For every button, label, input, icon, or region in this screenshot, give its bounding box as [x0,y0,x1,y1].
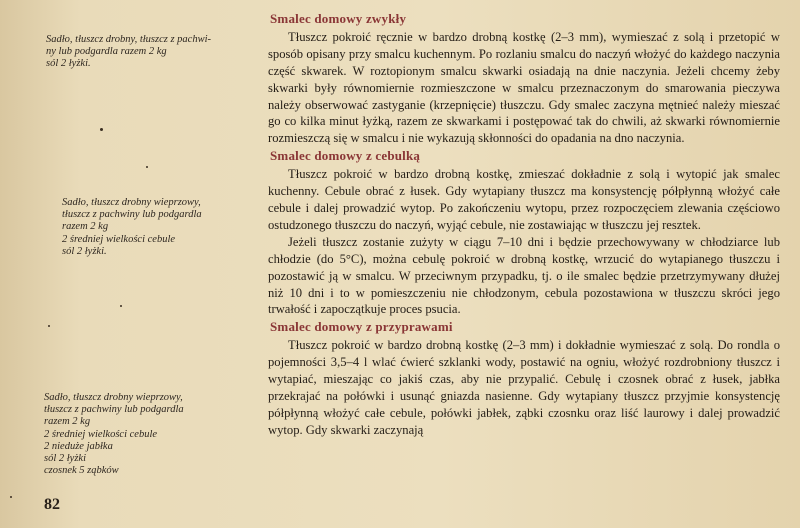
page-number: 82 [44,496,60,513]
ingredient-line: razem 2 kg [62,221,109,233]
ingredients-list-2 [62,197,284,258]
ingredient-line: sól 2 łyżki. [46,58,91,70]
paper-speck [146,166,148,168]
ingredient-line: razem 2 kg [44,416,91,428]
ingredient-line: Sadło, tłuszcz drobny, tłuszcz z pachwi- [46,34,211,45]
recipe-text-column [268,10,780,439]
recipe-title: Smalec domowy z przyprawami [270,319,453,335]
ingredient-line: 2 średniej wielkości cebule [62,233,176,245]
ingredient-line: 2 nieduże jabłka [44,440,113,452]
recipe-paragraph: Tłuszcz pokroić w bardzo drobną kostkę (2–3 mm) i dokładnie wymieszać z solą. Do rondla o pojemności 3,5–4 l wlać ćwierć szklanki wody, postawić na ogniu, włożyć rozdrobniony tłuszcz i wytapiać, mieszając co jakiś czas, aby nie przypalić. Cebulę i czosnek obrać z łusek, jabłka przekrajać na połówki i usunąć gniazda nasienne. Gdy wytapiany tłuszcz przyjmie konsystencję półpłynną włożyć całe cebule, połówki jabłek, ząbki czosnku oraz liść laurowy i dalej prowadzić wytop. Gdy skwarki zaczynają [268,338,780,437]
recipe-title: Smalec domowy zwykły [270,11,407,26]
ingredients-list-3 [44,392,266,477]
ingredient-line: sól 2 łyżki. [62,245,107,257]
recipe-title: Smalec domowy z cebulką [270,148,421,164]
recipe-paragraph: Tłuszcz pokroić w bardzo drobną kostkę, zmieszać dokładnie z solą i wytopić jak smalec kuchenny. Cebule obrać z łusek. Gdy wytapiany tłuszcz ma konsystencję półpłynną włożyć całe cebule i dalej prowadzić wytop. Po zakończeniu wytopu, przez rozpoczęciem zlewania częściowo ostudzonego tłuszczu do naczyń, wyjąć cebule, nie zostawiając w tłuszczu jej resztek. [268,167,780,232]
ingredient-line: Sadło, tłuszcz drobny wieprzowy, [44,392,183,403]
ingredients-list-1 [46,34,268,71]
recipe-paragraph: Jeżeli tłuszcz zostanie zużyty w ciągu 7–10 dni i będzie przechowywany w chłodziarce lub chłodzie (do 5°C), można cebulę pokroić w drobną kostkę, wrzucić do wytapianego tłuszczu i pozostawić ją w smalcu. W przeciwnym przypadku, tj. o ile smalec będzie przetrzymywany dłużej niż 10 dni i to w pomieszczeniu nie chłodzonym, cebula pozostawiona w tłuszczu skróci jego trwałość i zapoczątkuje proces psucia. [268,234,780,317]
ingredient-line: tłuszcz z pachwiny lub podgardla [62,209,202,221]
ingredient-line: sól 2 łyżki [44,453,86,465]
paper-speck [10,496,12,498]
paper-speck [48,325,50,327]
ingredient-line: ny lub podgardla razem 2 kg [46,46,167,58]
paper-speck [100,128,103,131]
ingredient-line: 2 średniej wielkości cebule [44,428,158,440]
ingredient-line: tłuszcz z pachwiny lub podgardla [44,404,184,416]
paper-speck [120,305,122,307]
ingredient-line: Sadło, tłuszcz drobny wieprzowy, [62,197,201,208]
recipe-paragraph: Tłuszcz pokroić ręcznie w bardzo drobną kostkę (2–3 mm), wymieszać z solą i przetopić w sposób opisany przy smalcu kuchennym. Po rozlaniu smalcu do naczyń włożyć do każdego naczynia część skwarek. W roztopionym smalcu skwarki osiadają na dnie naczynia. Jeżeli chcemy żeby skwarki były równomiernie rozmieszczone w smalcu przeznaczonym do smarowania pieczywa należy obserwować zastyganie (krzepnięcie) tłuszczu. Gdy smalec zaczyna mętnieć należy mieszać go co kilka minut łyżką, razem ze skwarkami i postępować tak do chwili, aż skwarki równomiernie rozmieszczą się w smalcu i nie wykazują skłonności do opadania na dno naczynia. [268,29,780,146]
ingredient-line: czosnek 5 ząbków [44,465,119,477]
